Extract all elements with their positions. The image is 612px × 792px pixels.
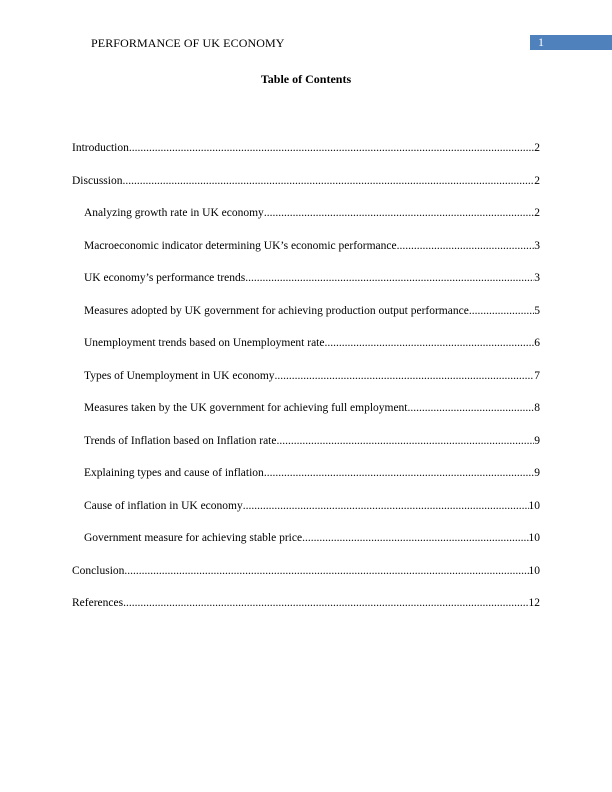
toc-entry-title: Unemployment trends based on Unemployment rate <box>84 337 325 349</box>
toc-entry-conclusion[interactable] <box>72 565 540 598</box>
toc-dot-leader <box>408 402 535 414</box>
toc-entry-title: Macroeconomic indicator determining UK’s economic performance <box>84 239 397 252</box>
toc-entry-performance-trends[interactable] <box>72 272 540 305</box>
toc-dot-leader <box>264 467 534 479</box>
toc-entry-full-employment-measures[interactable] <box>72 402 540 435</box>
toc-entry-page: 12 <box>528 597 540 609</box>
toc-entry-discussion[interactable] <box>72 175 540 208</box>
toc-dot-leader <box>324 337 534 349</box>
toc-entry-page: 6 <box>534 337 540 349</box>
toc-entry-unemployment-trends[interactable] <box>72 337 540 370</box>
toc-dot-leader <box>122 175 534 187</box>
toc-entry-title: Cause of inflation in UK economy <box>84 499 243 512</box>
running-header-title: PERFORMANCE OF UK ECONOMY <box>91 36 285 50</box>
toc-dot-leader <box>123 597 528 609</box>
toc-entry-title: Trends of Inflation based on Inflation rate <box>84 434 277 447</box>
toc-entry-title: Government measure for achieving stable price <box>84 532 303 544</box>
toc-dot-leader <box>469 305 534 317</box>
toc-entry-title: UK economy’s performance trends <box>84 272 246 284</box>
toc-entry-title: References <box>72 597 124 609</box>
toc-entry-page: 2 <box>534 207 540 219</box>
toc-entry-title: Explaining types and cause of inflation <box>84 467 264 479</box>
toc-entry-page: 10 <box>528 532 540 544</box>
toc-dot-leader <box>302 532 528 544</box>
toc-entry-production-output-measures[interactable] <box>72 305 540 338</box>
toc-entry-page: 2 <box>534 142 540 154</box>
toc-entry-title: Conclusion <box>72 564 125 577</box>
toc-dot-leader <box>275 370 535 382</box>
toc-entry-page: 3 <box>534 239 540 252</box>
toc-entry-title: Measures adopted by UK government for achieving production output performance <box>84 304 469 317</box>
toc-entry-title: Measures taken by the UK government for achieving full employment <box>84 402 408 414</box>
toc-entry-page: 5 <box>534 304 540 317</box>
page-number: 1 <box>538 35 544 49</box>
toc-entry-page: 7 <box>534 369 540 382</box>
toc-entry-introduction[interactable] <box>72 142 540 175</box>
toc-dot-leader <box>397 240 535 252</box>
toc-entry-page: 9 <box>534 434 540 447</box>
toc-heading: Table of Contents <box>260 72 352 86</box>
toc-entry-types-of-unemployment[interactable] <box>72 370 540 403</box>
toc-dot-leader <box>129 142 534 154</box>
toc-entry-macroeconomic-indicator[interactable] <box>72 240 540 273</box>
toc-entry-title: Discussion <box>72 174 123 187</box>
toc-entry-page: 8 <box>534 402 540 414</box>
toc-entry-inflation-trends[interactable] <box>72 435 540 468</box>
toc-dot-leader <box>243 500 529 512</box>
toc-dot-leader <box>124 565 528 577</box>
toc-entry-references[interactable] <box>72 597 540 630</box>
toc-entry-page: 9 <box>534 467 540 479</box>
toc-dot-leader <box>245 272 534 284</box>
page-number-badge <box>530 35 612 50</box>
toc-entry-title: Analyzing growth rate in UK economy <box>84 207 264 219</box>
toc-entry-page: 3 <box>534 272 540 284</box>
toc-entry-page: 10 <box>528 564 540 577</box>
toc-entry-cause-inflation-uk[interactable] <box>72 500 540 533</box>
toc-dot-leader <box>276 435 534 447</box>
table-of-contents <box>72 142 540 630</box>
toc-entry-title: Introduction <box>72 142 129 154</box>
toc-entry-page: 10 <box>528 499 540 512</box>
toc-entry-types-cause-inflation[interactable] <box>72 467 540 500</box>
toc-entry-page: 2 <box>534 174 540 187</box>
toc-entry-title: Types of Unemployment in UK economy <box>84 369 275 382</box>
toc-entry-growth-rate[interactable] <box>72 207 540 240</box>
toc-entry-stable-price-measure[interactable] <box>72 532 540 565</box>
toc-dot-leader <box>264 207 534 219</box>
